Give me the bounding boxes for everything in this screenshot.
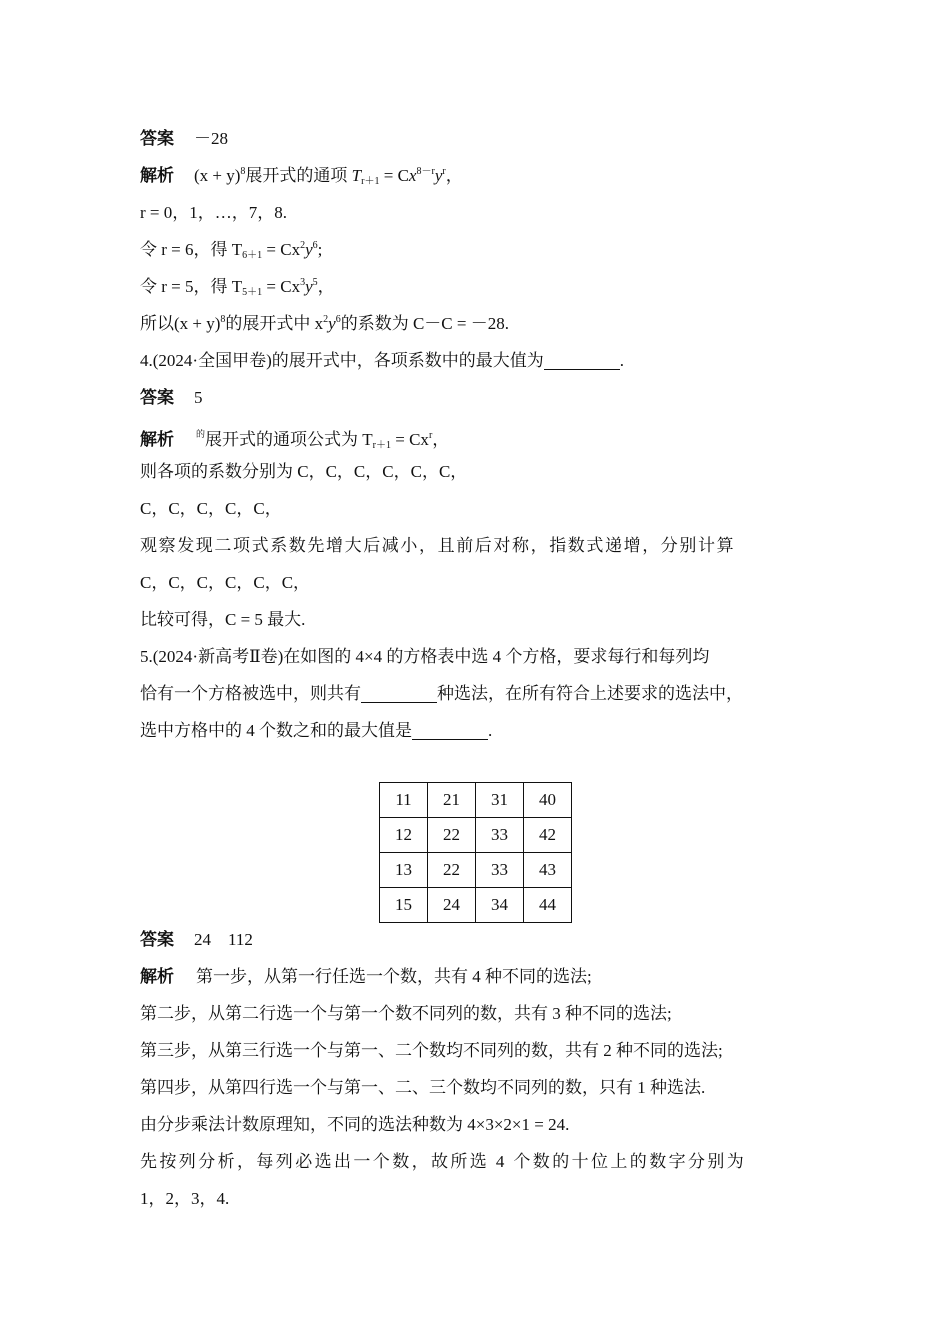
grid-cell: 43 — [524, 853, 572, 888]
table-row — [380, 853, 572, 888]
text-line: 所以$(x + y)^8$的展开式中 $x^2y^6$的系数为 C－C = －28. — [140, 314, 509, 333]
grid-cell: 33 — [476, 818, 524, 853]
answer-label: 答案 — [140, 930, 174, 949]
question-5: 5.(2024·新高考Ⅱ卷)在如图的 4×4 的方格表中选 4 个方格，要求每行和每列均 — [140, 647, 710, 666]
text-line: 则各项的系数分别为 C，C，C，C，C，C， — [140, 462, 468, 481]
answer-value: 5 — [194, 388, 203, 407]
grid-cell: 21 — [428, 783, 476, 818]
text-line: 1，2，3，4. — [140, 1189, 230, 1208]
analysis-label: 解析 — [140, 967, 174, 986]
grid-cell: 13 — [380, 853, 428, 888]
grid-cell: 40 — [524, 783, 572, 818]
table-row — [380, 818, 572, 853]
answer-value: －28 — [194, 129, 228, 148]
analysis-line: 解析 第一步，从第一行任选一个数，共有 4 种不同的选法; — [140, 967, 592, 986]
grid-cell: 34 — [476, 888, 524, 923]
grid-cell: 11 — [380, 783, 428, 818]
text-line: 比较可得，C = 5 最大. — [140, 610, 306, 629]
text-line: C，C，C，C，C， — [140, 499, 282, 518]
grid-cell: 42 — [524, 818, 572, 853]
grid-cell: 44 — [524, 888, 572, 923]
text-line: 观察发现二项式系数先增大后减小，且前后对称，指数式递增，分别计算 — [140, 536, 736, 555]
text-line: 令 r = 6，得 $T_{6+1} = Cx^2y^6$; — [140, 240, 323, 261]
grid-cell: 22 — [428, 853, 476, 888]
analysis-label: 解析 — [140, 430, 174, 449]
answer-line — [140, 921, 812, 958]
text-line: 第四步，从第四行选一个与第一、二、三个数均不同列的数，只有 1 种选法. — [140, 1078, 706, 1097]
number-grid — [379, 782, 572, 923]
answer-label: 答案 — [140, 388, 174, 407]
q5-solution — [140, 921, 812, 1217]
text-line: C，C，C，C，C，C， — [140, 573, 311, 592]
text-line: 选中方格中的 4 个数之和的最大值是 . — [140, 721, 493, 740]
answer-value: 24 112 — [194, 930, 253, 949]
answer-label: 答案 — [140, 129, 174, 148]
answer-blank — [544, 349, 620, 370]
answer-blank — [412, 719, 488, 740]
analysis-line: 解析 $^的$展开式的通项公式为 $T_{r+1} = Cx^r$， — [140, 429, 450, 451]
analysis-label: 解析 — [140, 166, 174, 185]
text-line: 第三步，从第三行选一个与第一、二个数均不同列的数，共有 2 种不同的选法; — [140, 1041, 723, 1060]
answer-line — [140, 379, 812, 416]
text-line: 令 r = 5，得 $T_{5+1} = Cx^3y^5$， — [140, 277, 335, 298]
text-line: 恰有一个方格被选中，则共有 种选法，在所有符合上述要求的选法中， — [140, 684, 743, 703]
grid-cell: 31 — [476, 783, 524, 818]
text-line: 先按列分析，每列必选出一个数，故所选 4 个数的十位上的数字分别为 — [140, 1152, 747, 1171]
grid-cell: 22 — [428, 818, 476, 853]
text-line: 第二步，从第二行选一个与第一个数不同列的数，共有 3 种不同的选法; — [140, 1004, 672, 1023]
text-line: 由分步乘法计数原理知，不同的选法种数为 4×3×2×1 = 24. — [140, 1115, 570, 1134]
grid-cell: 24 — [428, 888, 476, 923]
answer-line — [140, 120, 812, 157]
grid-cell: 15 — [380, 888, 428, 923]
answer-blank — [361, 682, 437, 703]
grid-cell: 12 — [380, 818, 428, 853]
question-4: 4.(2024·全国甲卷)的展开式中，各项系数中的最大值为 . — [140, 351, 624, 370]
document-page — [140, 120, 812, 749]
table-row — [380, 783, 572, 818]
analysis-line: 解析 $(x + y)^8$展开式的通项 $T_{r+1} = Cx^{8-r}y^r$， — [140, 166, 463, 187]
grid-cell: 33 — [476, 853, 524, 888]
text-line: r = 0，1，…，7，8. — [140, 203, 287, 222]
table-row — [380, 888, 572, 923]
